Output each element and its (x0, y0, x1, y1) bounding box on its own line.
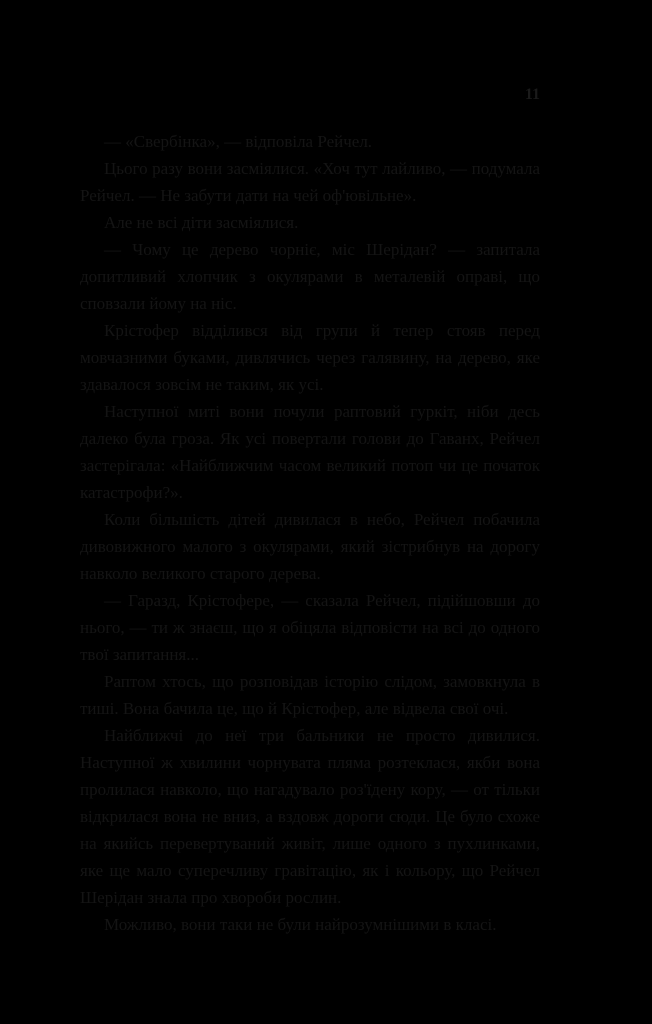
paragraph: Цього разу вони засміялися. «Хоч тут лайливо, — подумала Рейчел. — Не забути дати на чей оф'ювільне». (80, 159, 540, 205)
paragraph: — Гаразд, Крістофере, — сказала Рейчел, підійшовши до нього, — ти ж знаєш, що я обіцяла відповісти на всі до одного твої запитання... (80, 591, 540, 664)
paragraph: Можливо, вони таки не були найрозумнішими в класі. (104, 915, 497, 934)
paragraph: Найближчі до неї три бальники не просто дивилися. Наступної ж хвилини чорнувата пляма розтеклася, якби вона пролилася навколо, що нагадувало роз'їдену кору, — от тільки відкрилася вона не вниз, а вздовж дороги сюди. Це було схоже на якийсь перевертуваний живіт, лише одного з пухлинками, яке ще мало суперечливу гравітацію, як і кольору, що Рейчел Шерідан знала про хвороби рослин. (80, 726, 540, 907)
paragraph: Коли більшість дітей дивилася в небо, Рейчел побачила дивовижного малого з окулярами, який зістрибнув на дорогу навколо великого старого дерева. (80, 510, 540, 583)
paragraph: Крістофер відділився від групи й тепер стояв перед мовчазними буками, дивлячись через галявину, на дерево, яке здавалося зовсім не таким, як усі. (80, 321, 540, 394)
paragraph: Наступної миті вони почули раптовий гуркіт, ніби десь далеко була гроза. Як усі повертали голови до Гаванх, Рейчел застерігала: «Найближчим часом великий потоп чи це початок катастрофи?». (80, 402, 540, 502)
paragraph: Але не всі діти засміялися. (104, 213, 299, 232)
paragraph: — Чому це дерево чорніє, міс Шерідан? — запитала допитливий хлопчик з окулярами в металевій оправі, що сповзали йому на ніс. (80, 240, 540, 313)
paragraph: — «Свербінка», — відповіла Рейчел. (104, 132, 373, 151)
page-number: 11 (524, 86, 540, 103)
body-text (80, 128, 540, 938)
paragraph: Раптом хтось, що розповідав історію слідом, замовкнула в тиші. Вона бачила це, що й Крістофер, але відвела свої очі. (80, 672, 540, 718)
